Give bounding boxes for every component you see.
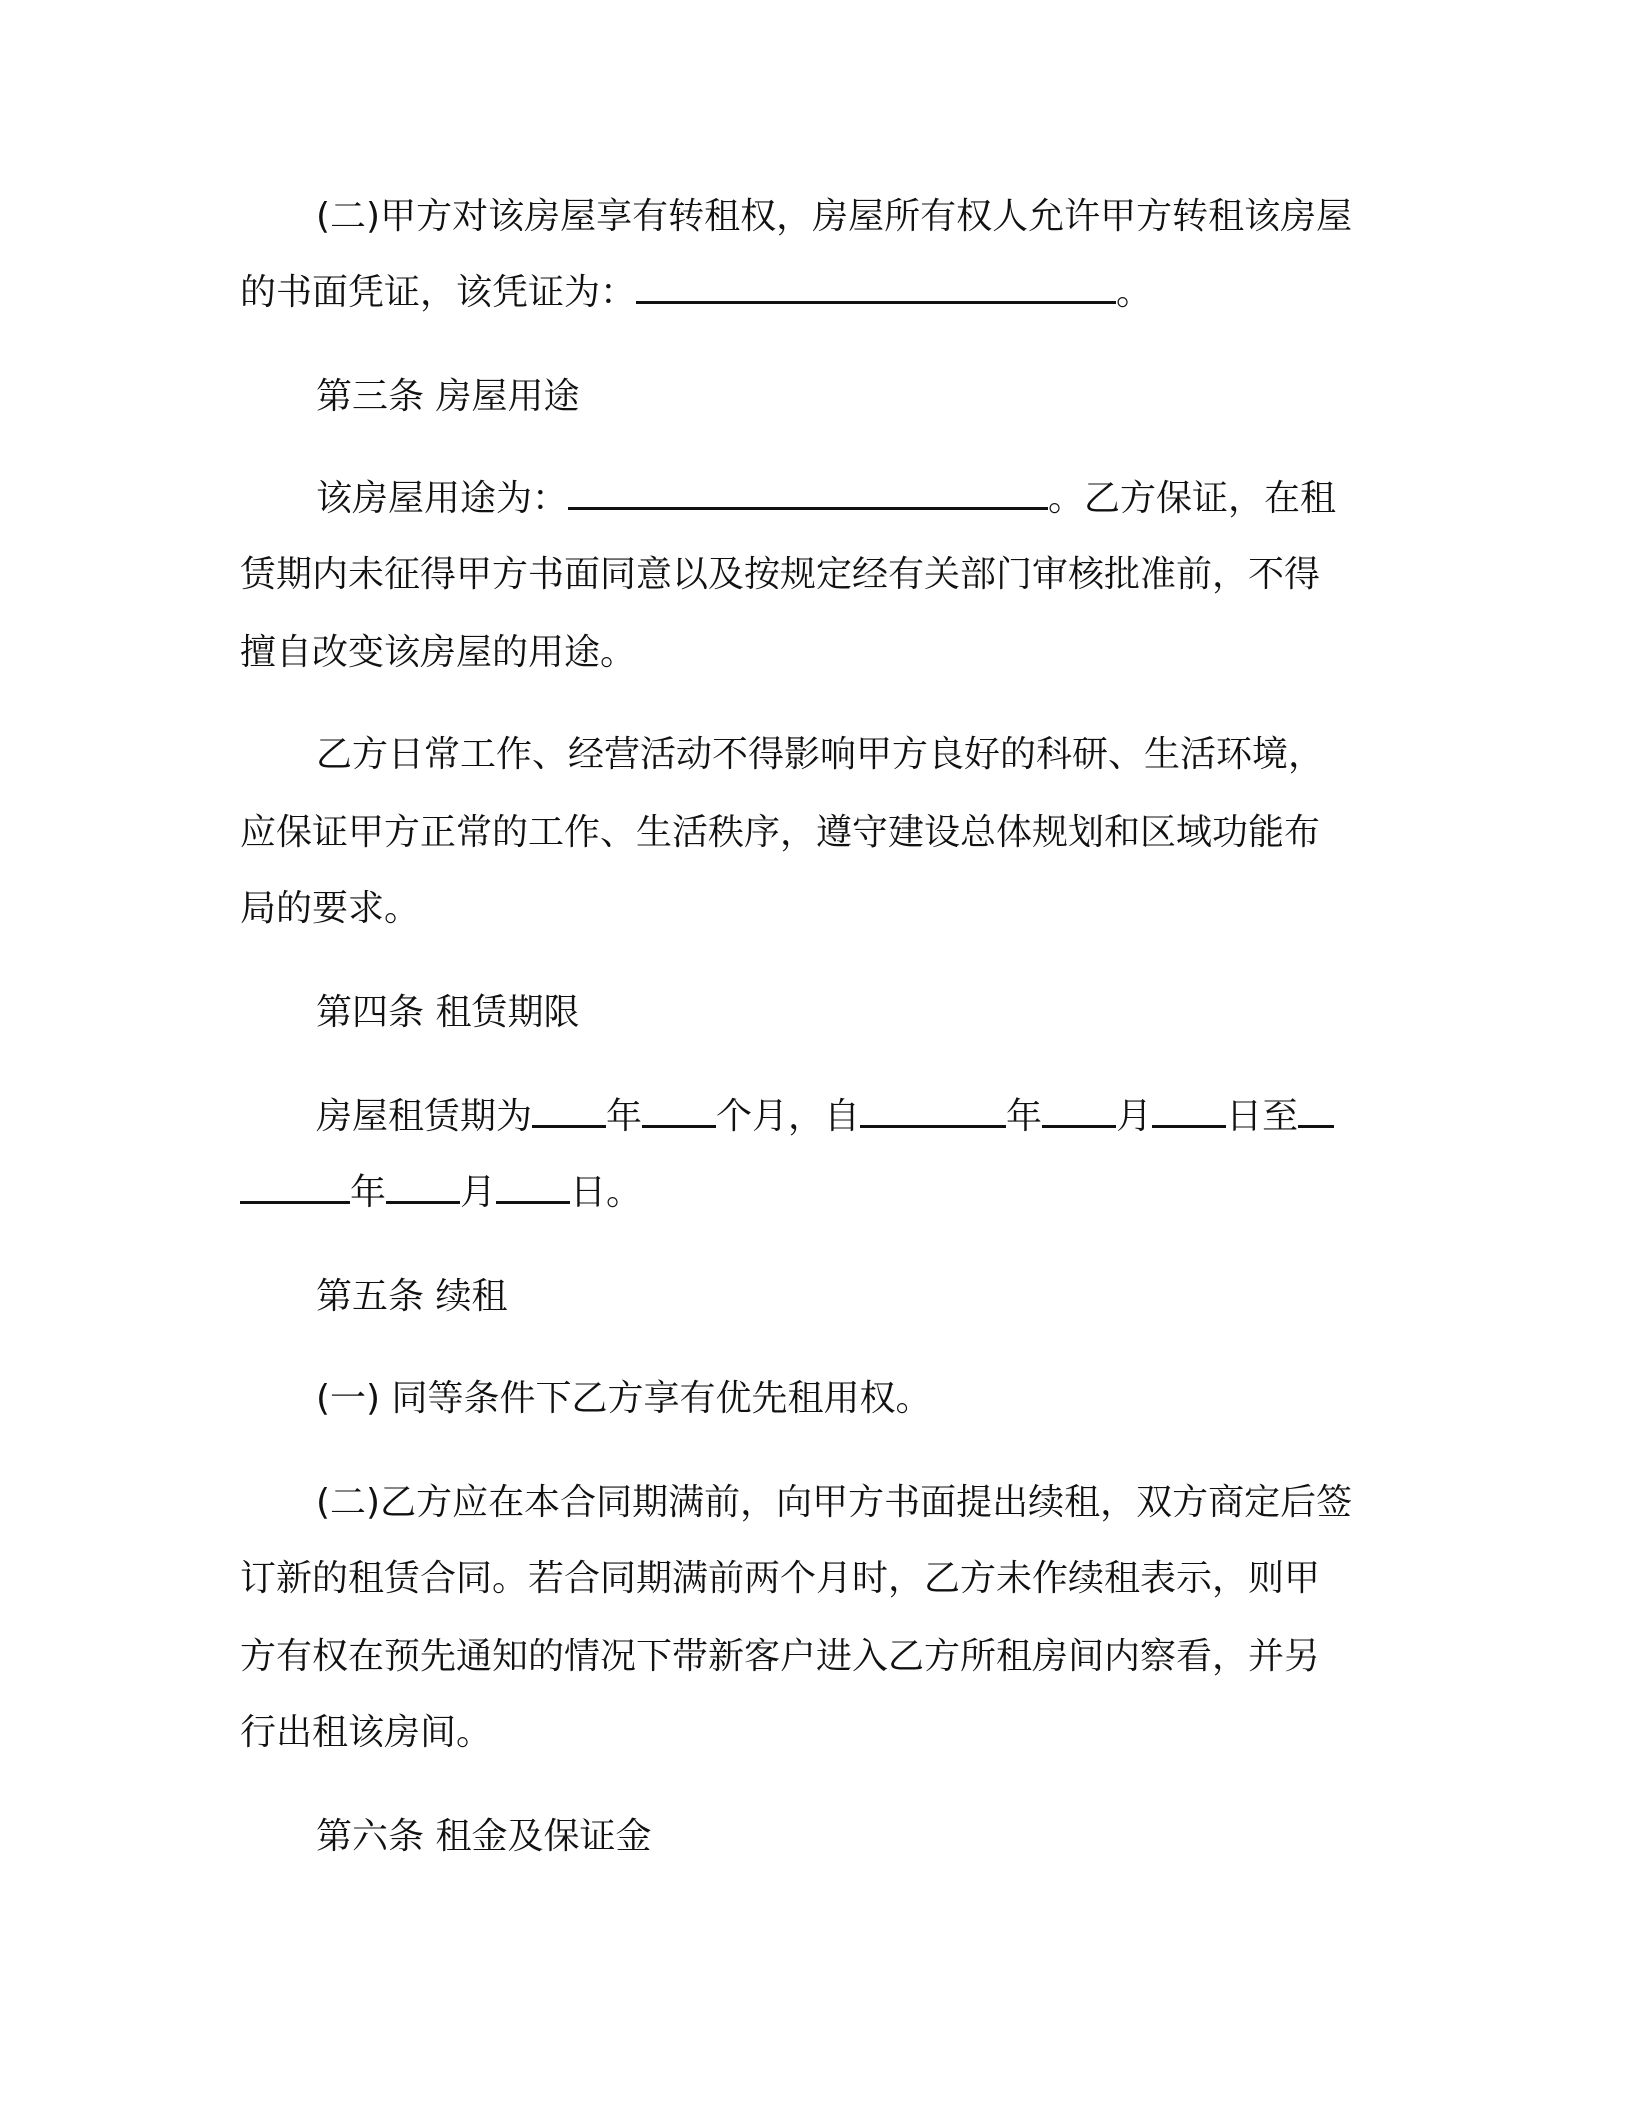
article-heading bbox=[316, 1812, 651, 1862]
text: 年 bbox=[606, 1096, 643, 1137]
paragraph-line bbox=[240, 628, 636, 678]
fill-in-blank bbox=[1152, 1093, 1226, 1128]
text: 乙方日常工作、经营活动不得影响甲方良好的科研、生活环境， bbox=[316, 734, 1325, 775]
text: (一) 同等条件下乙方享有优先租用权。 bbox=[316, 1378, 932, 1419]
text: 订新的租赁合同。若合同期满前两个月时，乙方未作续租表示，则甲 bbox=[240, 1558, 1321, 1599]
paragraph-line bbox=[240, 1554, 1320, 1604]
paragraph-line bbox=[240, 268, 1152, 318]
text: (二)乙方应在本合同期满前，向甲方书面提出续租，双方商定后签 bbox=[316, 1482, 1353, 1523]
text: 方有权在预先通知的情况下带新客户进入乙方所租房间内察看，并另 bbox=[240, 1636, 1321, 1677]
paragraph-line bbox=[240, 1708, 492, 1758]
paragraph-line bbox=[240, 1632, 1320, 1682]
paragraph-line bbox=[240, 884, 420, 934]
text: 第六条 租金及保证金 bbox=[316, 1816, 652, 1857]
article-heading bbox=[316, 372, 579, 422]
paragraph-line bbox=[240, 1168, 642, 1218]
fill-in-blank bbox=[642, 1093, 716, 1128]
fill-in-blank bbox=[1042, 1093, 1116, 1128]
text: 该房屋用途为： bbox=[316, 478, 569, 519]
text: 应保证甲方正常的工作、生活秩序，遵守建设总体规划和区域功能布 bbox=[240, 812, 1321, 853]
text: 房屋租赁期为 bbox=[316, 1096, 533, 1137]
text: 赁期内未征得甲方书面同意以及按规定经有关部门审核批准前，不得 bbox=[240, 554, 1321, 595]
fill-in-blank bbox=[568, 475, 1048, 510]
text: 擅自改变该房屋的用途。 bbox=[240, 632, 637, 673]
text: 年 bbox=[350, 1172, 387, 1213]
paragraph-line bbox=[316, 1374, 932, 1424]
text: 月 bbox=[460, 1172, 497, 1213]
text: 。 bbox=[1116, 272, 1153, 313]
text: 年 bbox=[1006, 1096, 1043, 1137]
text: (二)甲方对该房屋享有转租权，房屋所有权人允许甲方转租该房屋 bbox=[316, 196, 1353, 237]
fill-in-blank bbox=[636, 269, 1116, 304]
paragraph-line bbox=[316, 1478, 1352, 1528]
article-heading bbox=[316, 988, 579, 1038]
text: 日至 bbox=[1226, 1096, 1299, 1137]
article-heading bbox=[316, 1272, 507, 1322]
fill-in-blank bbox=[240, 1169, 350, 1204]
paragraph-line bbox=[316, 1092, 1334, 1142]
text: 行出租该房间。 bbox=[240, 1712, 493, 1753]
text: 日。 bbox=[570, 1172, 643, 1213]
paragraph-line bbox=[316, 192, 1352, 242]
paragraph-line bbox=[240, 808, 1320, 858]
paragraph-line bbox=[240, 550, 1320, 600]
paragraph-line bbox=[316, 730, 1324, 780]
text: 。乙方保证，在租 bbox=[1048, 478, 1337, 519]
text: 个月，自 bbox=[716, 1096, 861, 1137]
text: 的书面凭证，该凭证为： bbox=[240, 272, 637, 313]
text: 第四条 租赁期限 bbox=[316, 992, 580, 1033]
text: 局的要求。 bbox=[240, 888, 421, 929]
text: 月 bbox=[1116, 1096, 1153, 1137]
fill-in-blank bbox=[496, 1169, 570, 1204]
text: 第三条 房屋用途 bbox=[316, 376, 580, 417]
paragraph-line bbox=[316, 474, 1336, 524]
text: 第五条 续租 bbox=[316, 1276, 508, 1317]
fill-in-blank bbox=[532, 1093, 606, 1128]
fill-in-blank bbox=[386, 1169, 460, 1204]
fill-in-blank bbox=[1298, 1093, 1334, 1128]
fill-in-blank bbox=[860, 1093, 1006, 1128]
